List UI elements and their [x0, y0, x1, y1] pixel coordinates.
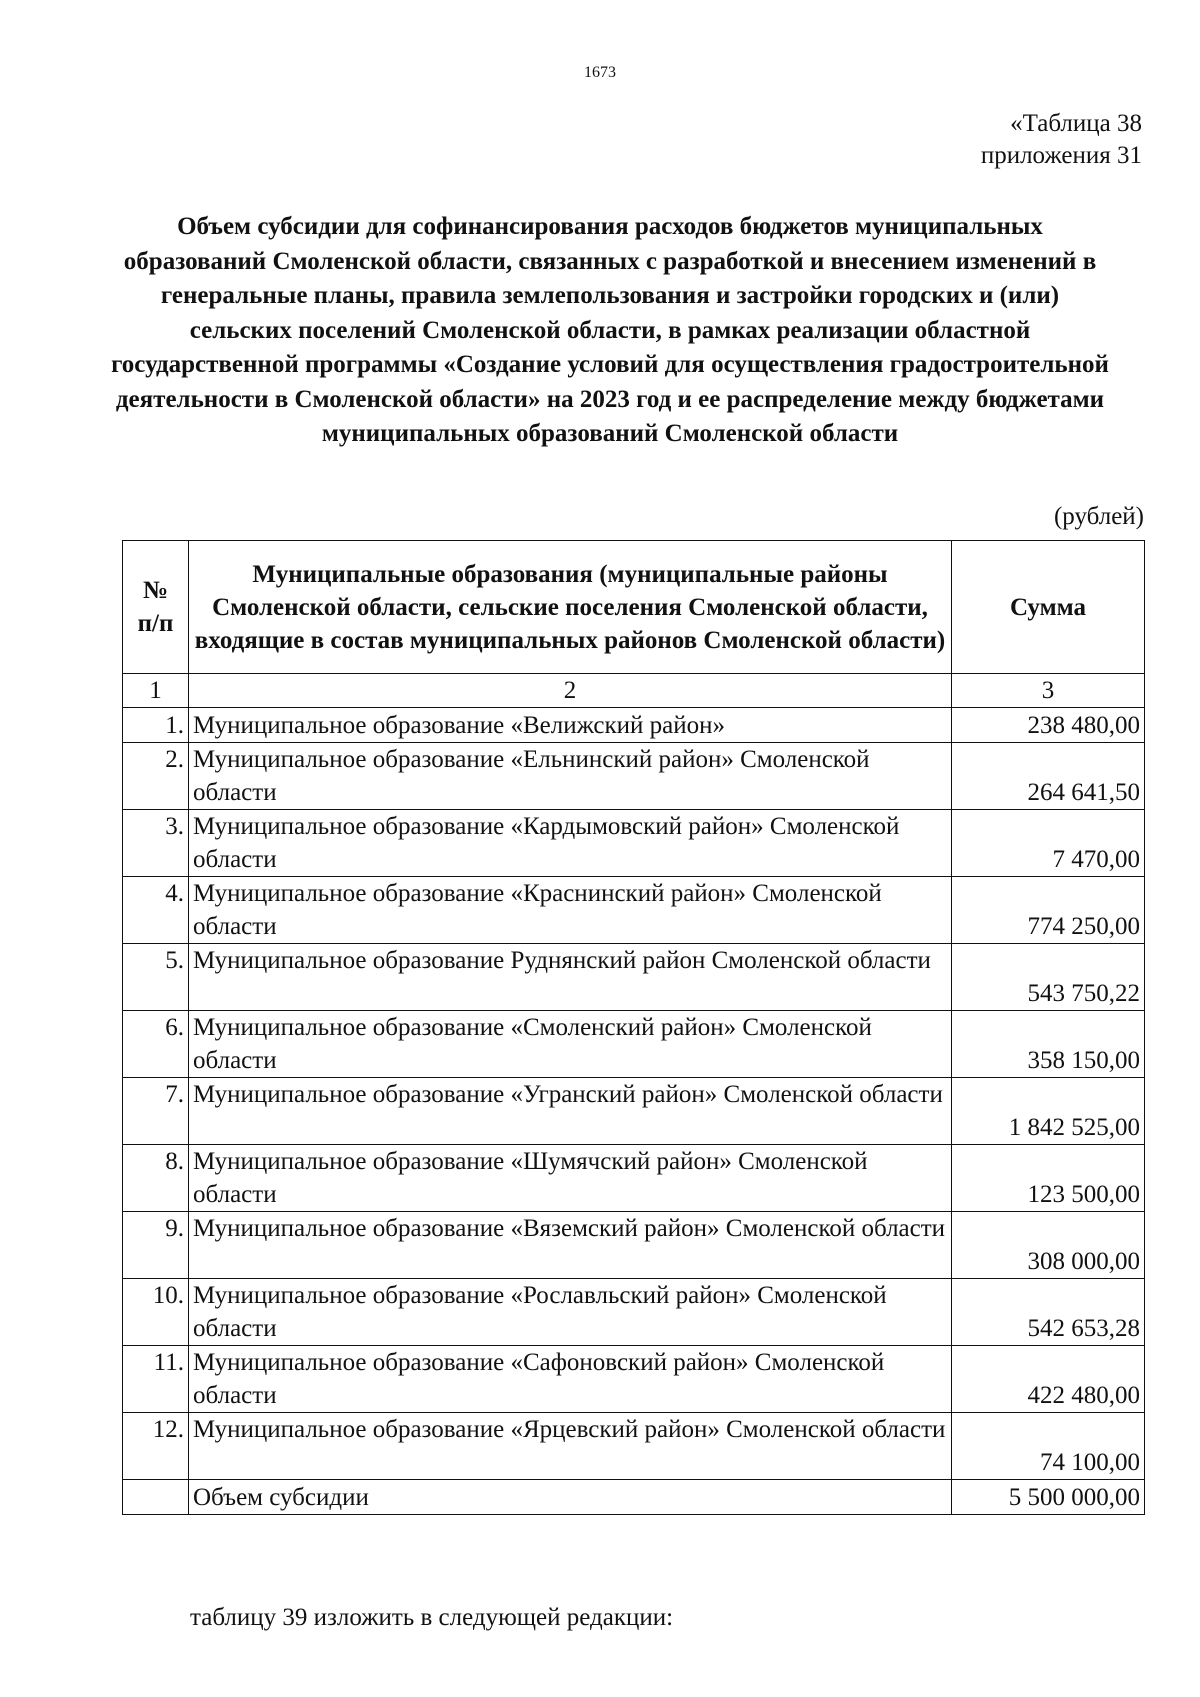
- row-number: 7.: [123, 1078, 189, 1145]
- table-row: [123, 810, 1145, 877]
- row-municipality: Муниципальное образование «Шумячский район» Смоленской области: [189, 1145, 952, 1212]
- total-row: [123, 1480, 1145, 1515]
- column-numbers-row: [123, 674, 1145, 708]
- table-row: [123, 877, 1145, 944]
- total-empty-cell: [123, 1480, 189, 1515]
- row-municipality: Муниципальное образование «Ельнинский район» Смоленской области: [189, 743, 952, 810]
- row-number: 4.: [123, 877, 189, 944]
- row-number: 12.: [123, 1413, 189, 1480]
- row-municipality: Муниципальное образование «Смоленский район» Смоленской области: [189, 1011, 952, 1078]
- row-municipality: Муниципальное образование Руднянский район Смоленской области: [189, 944, 952, 1011]
- header-number: [123, 541, 189, 674]
- row-municipality: Муниципальное образование «Угранский район» Смоленской области: [189, 1078, 952, 1145]
- row-number: 5.: [123, 944, 189, 1011]
- row-sum: 308 000,00: [952, 1212, 1145, 1279]
- table-row: [123, 1212, 1145, 1279]
- row-sum: 358 150,00: [952, 1011, 1145, 1078]
- table-reference-line1: «Таблица 38: [1010, 110, 1142, 137]
- total-label: Объем субсидии: [189, 1480, 952, 1515]
- row-municipality: Муниципальное образование «Вяземский район» Смоленской области: [189, 1212, 952, 1279]
- table-reference-line2: приложения 31: [980, 142, 1142, 169]
- row-number: 1.: [123, 708, 189, 743]
- table-row: [123, 1011, 1145, 1078]
- subsidy-table: [122, 540, 1145, 1515]
- header-number-line2: п/п: [137, 610, 174, 637]
- row-municipality: Муниципальное образование «Сафоновский район» Смоленской области: [189, 1346, 952, 1413]
- document-title: Объем субсидии для софинансирования расходов бюджетов муниципальных образований Смоленской области, связанных с разработкой и внесением изменений в генеральные планы, правила землепользования и застройки городских и (или) сельских поселений Смоленской области, в рамках реализации областной государственной программы «Создание условий для осуществления градостроительной деятельности в Смоленской области» на 2023 год и ее распределение между бюджетами муниципальных образований Смоленской области: [111, 213, 1109, 447]
- row-municipality: Муниципальное образование «Рославльский район» Смоленской области: [189, 1279, 952, 1346]
- page-number: 1673: [584, 64, 616, 81]
- row-sum: 123 500,00: [952, 1145, 1145, 1212]
- row-sum: 774 250,00: [952, 877, 1145, 944]
- row-municipality: Муниципальное образование «Ярцевский район» Смоленской области: [189, 1413, 952, 1480]
- table-row: [123, 1413, 1145, 1480]
- row-sum: 542 653,28: [952, 1279, 1145, 1346]
- row-number: 11.: [123, 1346, 189, 1413]
- header-sum: Сумма: [952, 541, 1145, 674]
- row-number: 8.: [123, 1145, 189, 1212]
- column-number: 3: [952, 674, 1145, 708]
- table-row: [123, 1145, 1145, 1212]
- row-sum: 238 480,00: [952, 708, 1145, 743]
- row-number: 9.: [123, 1212, 189, 1279]
- row-municipality: Муниципальное образование «Кардымовский район» Смоленской области: [189, 810, 952, 877]
- row-municipality: Муниципальное образование «Краснинский район» Смоленской области: [189, 877, 952, 944]
- table-row: [123, 708, 1145, 743]
- row-sum: 422 480,00: [952, 1346, 1145, 1413]
- row-number: 10.: [123, 1279, 189, 1346]
- table-row: [123, 743, 1145, 810]
- unit-label: (рублей): [1053, 503, 1144, 530]
- row-sum: 543 750,22: [952, 944, 1145, 1011]
- table-header-row: [123, 541, 1145, 674]
- table-reference: [981, 108, 1142, 172]
- table-row: [123, 1346, 1145, 1413]
- table-row: [123, 1078, 1145, 1145]
- row-number: 6.: [123, 1011, 189, 1078]
- row-sum: 264 641,50: [952, 743, 1145, 810]
- row-municipality: Муниципальное образование «Велижский район»: [189, 708, 952, 743]
- total-sum: 5 500 000,00: [952, 1480, 1145, 1515]
- row-sum: 7 470,00: [952, 810, 1145, 877]
- row-number: 2.: [123, 743, 189, 810]
- header-number-line1: №: [142, 577, 169, 604]
- row-sum: 1 842 525,00: [952, 1078, 1145, 1145]
- table-row: [123, 1279, 1145, 1346]
- row-number: 3.: [123, 810, 189, 877]
- header-municipality: Муниципальные образования (муниципальные районы Смоленской области, сельские поселения Смоленской области, входящие в состав муниципальных районов Смоленской области): [189, 541, 952, 674]
- row-sum: 74 100,00: [952, 1413, 1145, 1480]
- column-number: 1: [123, 674, 189, 708]
- table-row: [123, 944, 1145, 1011]
- footer-text: таблицу 39 изложить в следующей редакции:: [190, 1604, 674, 1631]
- column-number: 2: [189, 674, 952, 708]
